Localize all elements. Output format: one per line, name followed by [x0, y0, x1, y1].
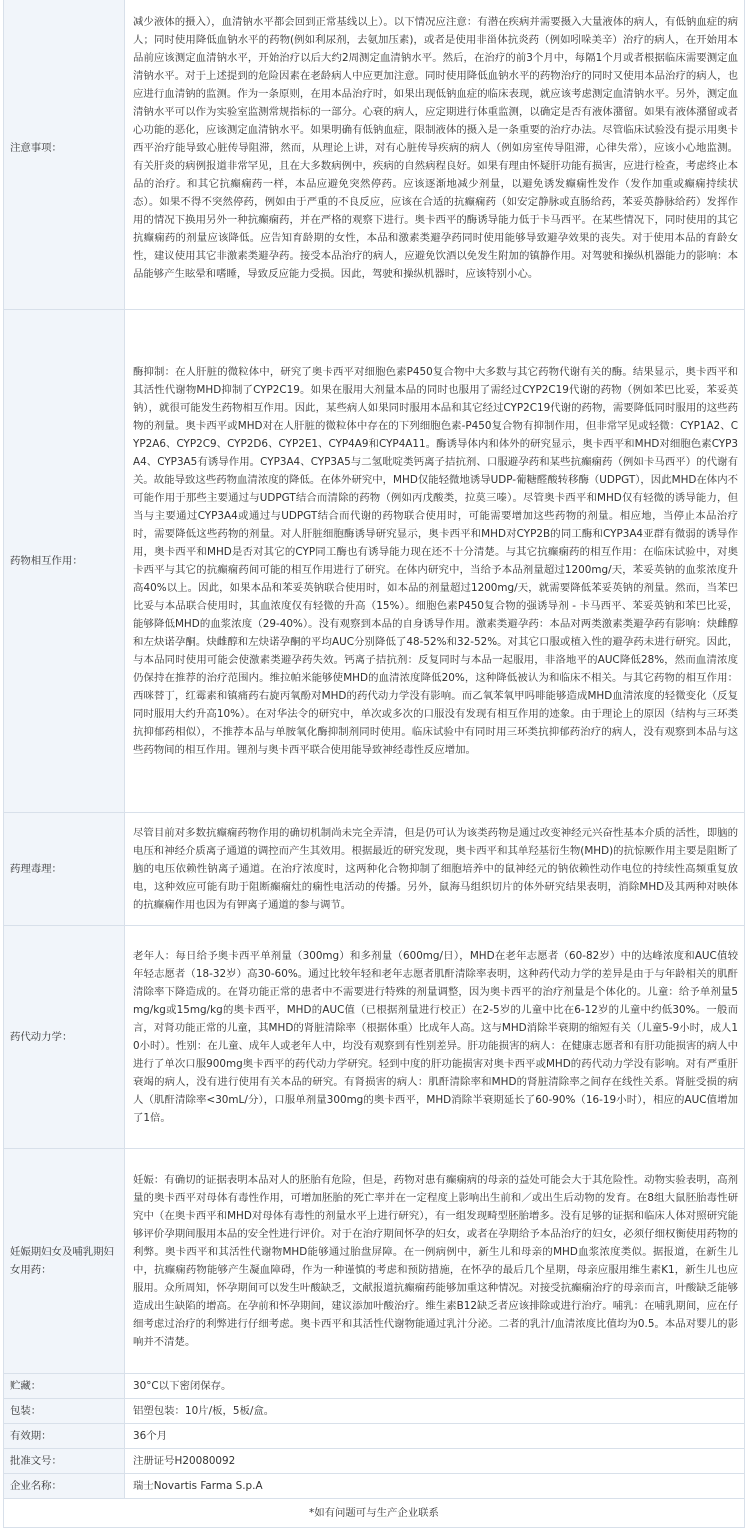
row-storage: [4, 1374, 745, 1399]
row-shelf-life: [4, 1424, 745, 1449]
row-label: 包装：: [4, 1399, 125, 1424]
row-precautions: [4, 0, 745, 310]
row-value: 老年人：每日给予奥卡西平单剂量（300mg）和多剂量（600mg/日），MHD在老年志愿者（60-82岁）中的达峰浓度和AUC值较年轻志愿者（18-32岁）高30-60%。通过比较年轻和老年志愿者肌酐清除率表明，这种药代动力学的差异是由于与年龄相关的肌酐清除率下降造成的。在肾功能正常的患者中不需要进行特殊的剂量调整，因为奥卡西平的治疗剂量是个体化的。儿童：给予单剂量5mg/kg或15mg/kg的奥卡西平，MHD的AUC值（已根据剂量进行校正）在2-5岁的儿童中比在6-12岁的儿童中约低30%。一般而言，对肾功能正常的儿童，其MHD的肾脏清除率（根据体重）比成年人高。这与MHD消除半衰期的缩短有关（儿童5-9小时，成人10小时）。性别：在儿童、成年人或老年人中，均没有观察到有性别差异。肝功能损害的病人：在健康志愿者和有肝功能损害的病人中进行了单次口服900mg奥卡西平的药代动力学研究。轻到中度的肝功能损害对奥卡西平或MHD的药代动力学没有影响。对有严重肝衰竭的病人，没有进行使用有关本品的研究。有肾损害的病人：肌酐清除率和MHD的肾脏清除率之间存在线性关系。肾脏受损的病人（肌酐清除率<30mL/分），口服单剂量300mg的奥卡西平，MHD消除半衰期延长了60-90%（16-19小时），相应的AUC值增加了1倍。: [125, 926, 745, 1149]
row-label: 药代动力学：: [4, 926, 125, 1149]
row-label: 有效期：: [4, 1424, 125, 1449]
row-value: 酶抑制：在人肝脏的微粒体中，研究了奥卡西平对细胞色素P450复合物中大多数与其它药物代谢有关的酶。结果显示，奥卡西平和其活性代谢物MHD抑制了CYP2C19。如果在服用大剂量本品的同时也服用了需经过CYP2C19代谢的药物（例如苯巴比妥，苯妥英钠），就很可能发生药物相互作用。因此，某些病人如果同时服用本品和其它经过CYP2C19代谢的药物，需要降低同时服用的这些药物的剂量。奥卡西平或MHD对在人肝脏的微粒体中存在的下列细胞色素-P450复合物有抑制作用，但非常罕见或轻微：CYP1A2、CYP2A6、CYP2C9、CYP2D6、CYP2E1、CYP4A9和CYP4A11。酶诱导体内和体外的研究显示，奥卡西平和MHD对细胞色素CYP3A4、CYP3A5有诱导作用。CYP3A4、CYP3A5与二氢吡啶类钙离子拮抗剂、口服避孕药和某些抗癫痫药（例如卡马西平）的代谢有关。故能导致这些药物血清浓度的降低。在体外研究中，MHD仅能轻微地诱导UDP-葡糖醛酸转移酶（UDPGT），因此MHD在体内不可能作用于那些主要通过与UDPGT结合而清除的药物（例如丙戊酸类，拉莫三嗪）。尽管奥卡西平和MHD仅有轻微的诱导能力，但当与主要通过CYP3A4或通过与UDPGT结合而代谢的药物联合使用时，可能需要增加这些药物的剂量。相应地，当停止本品治疗时，需要降低这些药物的剂量。对人肝脏细胞酶诱导研究显示，奥卡西平和MHD对CYP2B的同工酶和CYP3A4亚群有微弱的诱导作用，奥卡西平和MHD是否对其它的CYP同工酶也有诱导能力现在还不十分清楚。与其它抗癫痫药的相互作用：在临床试验中，对奥卡西平与其它的抗癫痫药间可能的相互作用进行了研究。在体内研究中，当给予本品剂量超过1200mg/天，苯妥英钠的血浆浓度升高40%以上。因此，如果本品和苯妥英钠联合使用时，如本品的剂量超过1200mg/天，就需要降低苯妥英钠的剂量。然而，当苯巴比妥与本品联合使用时，其血浓度仅有轻微的升高（15%）。细胞色素P450复合物的强诱导剂 - 卡马西平、苯妥英钠和苯巴比妥，能够降低MHD的血浆浓度（29-40%）。没有观察到本品的自身诱导作用。激素类避孕药：本品对两类激素类避孕药有影响：炔雌醇和左炔诺孕酮。炔雌醇和左炔诺孕酮的平均AUC分别降低了48-52%和32-52%。对其它口服或植入性的避孕药未进行研究。因此，与本品同时使用可能会使激素类避孕药失效。钙离子拮抗剂：反复同时与本品一起服用，非洛地平的AUC降低28%，然而血清浓度仍保持在推荐的治疗范围内。维拉帕米能够使MHD的血清浓度降低20%，这种降低被认为和临床不相关。与其它药物的相互作用：西咪替丁，红霉素和镇痛药右旋丙氧酚对MHD的药代动力学没有影响。而乙氧苯氧甲吗啡能够造成MHD血清浓度的轻微变化（反复同时服用大约升高10%）。在对华法令的研究中，单次或多次的口服没有发现有相互作用的迹象。由于理论上的原因（结构与三环类抗抑郁药相似），不推荐本品与单胺氧化酶抑制剂同时使用。临床试验中有同时用三环类抗抑郁药治疗的病人，没有观察到本品与这些药物间的相互作用。锂剂与奥卡西平联合使用能导致神经毒性反应增加。: [125, 310, 745, 813]
row-label: 企业名称：: [4, 1474, 125, 1499]
row-value: 尽管目前对多数抗癫痫药物作用的确切机制尚未完全弄清，但是仍可认为该类药物是通过改变神经元兴奋性基本介质的活性，即脑的电压和神经介质离子通道的调控而产生其效用。根据最近的研究发现，奥卡西平和其单羟基衍生物(MHD)的抗惊厥作用主要是阻断了脑的电压依赖性钠离子通道。在治疗浓度时，这两种化合物抑制了细胞培养中的鼠神经元的钠依赖性动作电位的持续性高频重复放电，这种效应可能有助于阻断癫痫灶的痫性电活动的传播。另外，鼠海马组织切片的体外研究结果表明，消除MHD及其两种对映体的抗癫痫作用也因为有钾离子通道的参与调节。: [125, 813, 745, 926]
row-value: 铝塑包装：10片/板，5板/盒。: [125, 1399, 745, 1424]
row-packaging: [4, 1399, 745, 1424]
row-value: 减少液体的摄入），血清钠水平都会回到正常基线以上）。以下情况应注意：有潜在疾病并需要摄入大量液体的病人，有低钠血症的病人；同时使用降低血钠水平的药物(例如利尿剂，去氨加压素)，或者是使用非甾体抗炎药（例如吲哚美辛）治疗的病人，在开始用本品前应该测定血清钠水平，开始治疗以后大约2周测定血清钠水平。然后，在治疗的前3个月中，每隔1个月或者根据临床需要测定血清钠水平。对于上述提到的危险因素在老龄病人中应更加注意。同时使用降低血钠水平的药物治疗的同时又使用本品治疗的病人，也应进行血清钠的监测。作为一条原则，在用本品治疗时，如果出现低钠血症的临床表现，就应该考虑测定血清钠水平。另外，测定血清钠水平可以作为实验室监测常规指标的一部分。心衰的病人，应定期进行体重监测，以确定是否有液体潴留。如果有液体潴留或者心功能的恶化，应该测定血清钠水平。如果明确有低钠血症，限制液体的摄入是一条重要的治疗办法。尽管临床试验没有提示用奥卡西平治疗能导致心脏传导阻滞，然而，从理论上讲，对有心脏传导疾病的病人（例如房室传导阻滞，心律失常），应该小心地监测。有关肝炎的病例报道非常罕见，且在大多数病例中，疾病的自然病程良好。如果有理由怀疑肝功能有损害，应进行检查，考虑终止本品的治疗。和其它抗癫痫药一样，本品应避免突然停药。应该逐渐地减少剂量，以避免诱发癫痫性发作（发作加重或癫痫持续状态）。如果不得不突然停药，例如由于严重的不良反应，应该在合适的抗癫痫药（如安定静脉或直肠给药，苯妥英静脉给药）发挥作用的情况下换用另外一种抗癫痫药，并在严格的观察下进行。奥卡西平的酶诱导能力低于卡马西平。在某些情况下，同时使用的其它抗癫痫药的剂量应该降低。应告知育龄期的女性，本品和激素类避孕药同时使用能够导致避孕效果的丧失。对于使用本品的育龄女性，建议使用其它非激素类避孕药。接受本品治疗的病人，应避免饮酒以免发生附加的镇静作用。对驾驶和操纵机器能力的影响：本品能够产生眩晕和嗜睡，导致反应能力受损。因此，驾驶和操纵机器时，应该特别小心。: [125, 0, 745, 310]
row-pharmacology: [4, 813, 745, 926]
footer-note: *如有问题可与生产企业联系: [4, 1499, 745, 1528]
row-label: 贮藏：: [4, 1374, 125, 1399]
row-drug-interactions: [4, 310, 745, 813]
row-pharmacokinetics: [4, 926, 745, 1149]
row-value: 30°C以下密闭保存。: [125, 1374, 745, 1399]
row-footer: [4, 1499, 745, 1528]
row-value: 妊娠：有确切的证据表明本品对人的胚胎有危险，但是，药物对患有癫痫病的母亲的益处可能会大于其危险性。动物实验表明，高剂量的奥卡西平对母体有毒性作用，可增加胚胎的死亡率并在一定程度上影响出生前和／或出生后动物的发育。在8组大鼠胚胎毒性研究中（在奥卡西平和MHD对母体有毒性的剂量水平上进行研究），有一组发现畸型胚胎增多。没有足够的证据和临床人体对照研究能够评价孕期间服用本品的安全性进行评价。对于在治疗期间怀孕的妇女，或者在孕期给予本品治疗的妇女，必须仔细权衡使用药物的利弊。奥卡西平和其活性代谢物MHD能够通过胎盘屏障。在一例病例中，新生儿和母亲的MHD血浆浓度类似。据报道，在新生儿中，抗癫痫药物能够产生凝血障碍，作为一种谨慎的考虑和预防措施，在怀孕的最后几个星期，母亲应服用维生素K1，新生儿也应服用。众所周知，怀孕期间可以发生叶酸缺乏，文献报道抗癫痫药能够加重这种情况。对接受抗癫痫治疗的母亲而言，叶酸缺乏能够造成出生缺陷的增高。在孕前和怀孕期间，建议添加叶酸治疗。维生素B12缺乏者应该排除或进行治疗。哺乳：在哺乳期间，应在仔细考虑过治疗的利弊进行仔细考虑。奥卡西平和其活性代谢物能通过乳汁分泌。二者的乳汁/血清浓度比值均为0.5。本品对婴儿的影响并不清楚。: [125, 1149, 745, 1374]
drug-info-table: [3, 0, 745, 1528]
row-approval-number: [4, 1449, 745, 1474]
row-value: 瑞士Novartis Farma S.p.A: [125, 1474, 745, 1499]
row-pregnancy: [4, 1149, 745, 1374]
row-label: 批准文号：: [4, 1449, 125, 1474]
row-label: 注意事项：: [4, 0, 125, 310]
row-label: 妊娠期妇女及哺乳期妇女用药：: [4, 1149, 125, 1374]
row-label: 药理毒理：: [4, 813, 125, 926]
row-label: 药物相互作用：: [4, 310, 125, 813]
row-value: 36个月: [125, 1424, 745, 1449]
row-value: 注册证号H20080092: [125, 1449, 745, 1474]
row-manufacturer: [4, 1474, 745, 1499]
